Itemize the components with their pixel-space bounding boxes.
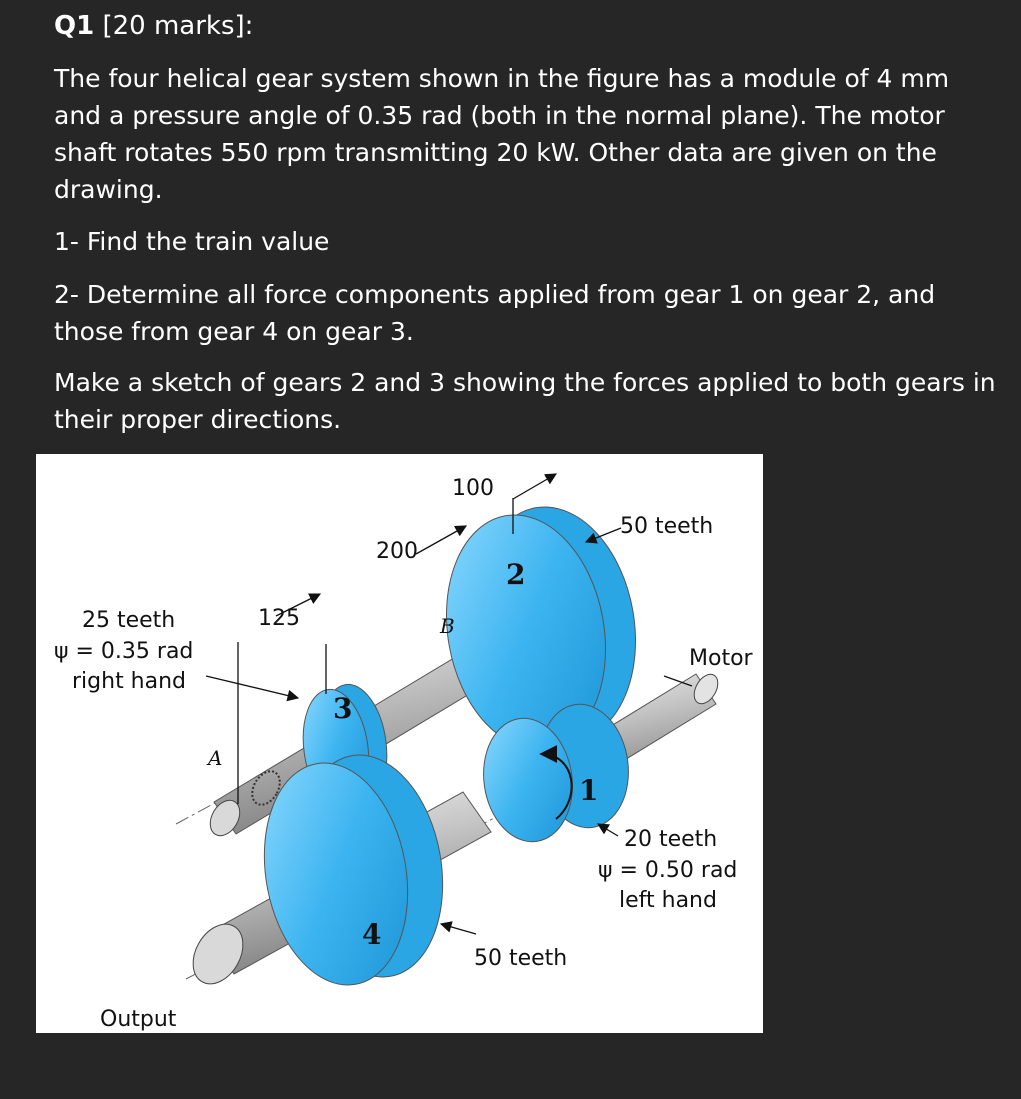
question-intro: The four helical gear system shown in the figure has a module of 4 mm and a pressure angle of 0.35 rad (both in the normal plane). The motor shaft rotates 550 rpm transmitting 20 kW. Other data are given on the drawing. bbox=[54, 64, 950, 204]
gear-3-hand-label: right hand bbox=[72, 669, 187, 694]
gear-3-number: 3 bbox=[333, 692, 353, 725]
question-number: Q1 bbox=[54, 11, 95, 41]
bearing-a-label: A bbox=[208, 746, 223, 770]
motor-label: Motor bbox=[689, 646, 753, 671]
dimension-100: 100 bbox=[452, 476, 494, 501]
gear-2-number: 2 bbox=[506, 558, 526, 591]
output-label: Output bbox=[100, 1007, 177, 1032]
question-part-2: 2- Determine all force components applied from gear 1 on gear 2, and those from gear 4 on gear 3. bbox=[54, 280, 936, 346]
question-heading bbox=[54, 8, 253, 44]
gear-3-teeth-label: 25 teeth bbox=[82, 608, 176, 633]
question-sketch-instruction: Make a sketch of gears 2 and 3 showing the forces applied to both gears in their proper directions. bbox=[54, 368, 996, 434]
gear-1-number: 1 bbox=[579, 774, 599, 807]
dimension-125: 125 bbox=[258, 606, 300, 631]
question-part-1: 1- Find the train value bbox=[54, 227, 330, 256]
gear-1-helix-label: ψ = 0.50 rad bbox=[598, 858, 738, 883]
gear-2-teeth-label: 50 teeth bbox=[620, 514, 714, 539]
gear-4-number: 4 bbox=[362, 918, 382, 951]
question-marks: [20 marks]: bbox=[102, 11, 254, 41]
gear-1-teeth-label: 20 teeth bbox=[624, 827, 718, 852]
gear-3-helix-label: ψ = 0.35 rad bbox=[54, 639, 194, 664]
gear-system-figure bbox=[36, 454, 763, 1033]
gear-4-teeth-label: 50 teeth bbox=[474, 946, 568, 971]
gear-1-hand-label: left hand bbox=[619, 888, 717, 913]
dimension-200: 200 bbox=[376, 539, 418, 564]
bearing-b-label: B bbox=[440, 614, 455, 638]
